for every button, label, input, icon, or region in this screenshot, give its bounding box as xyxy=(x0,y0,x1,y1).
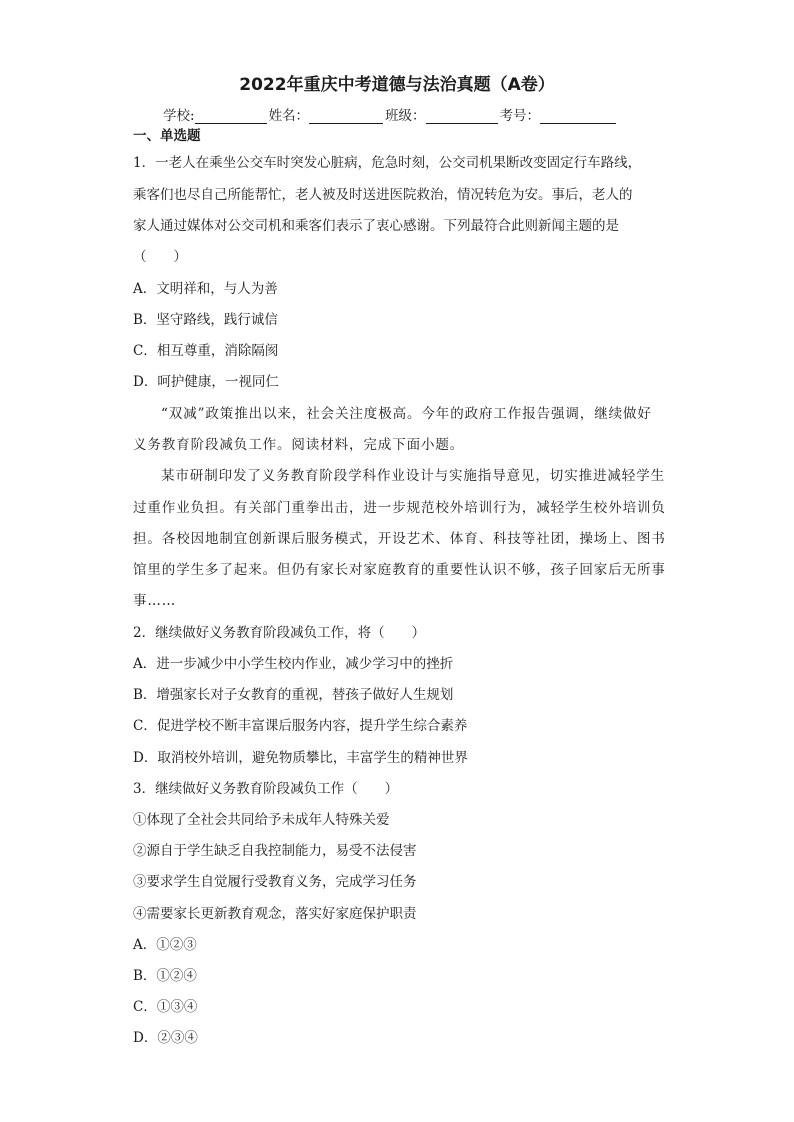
material-intro-line: 义务教育阶段减负工作。阅读材料，完成下面小题。 xyxy=(133,437,465,453)
material-body-line: 担。各校因地制宜创新课后服务模式，开设艺术、体育、科技等社团，操场上、图书 xyxy=(133,531,666,547)
q2-option-a: A．进一步减少中小学生校内作业，减少学习中的挫折 xyxy=(133,656,454,672)
material-body-line: 馆里的学生多了起来。但仍有家长对家庭教育的重要性认识不够，孩子回家后无所事 xyxy=(133,562,666,578)
class-blank xyxy=(426,109,498,124)
name-blank xyxy=(309,109,383,124)
q1-option-b: B．坚守路线，践行诚信 xyxy=(133,312,278,328)
q3-option-a: A．①②③ xyxy=(133,937,197,953)
material-intro-line: “双减”政策推出以来，社会关注度极高。今年的政府工作报告强调，继续做好 xyxy=(161,406,652,422)
section-heading: 一、单选题 xyxy=(133,128,201,144)
q1-option-d: D．呵护健康，一视同仁 xyxy=(133,374,279,390)
q3-option-b: B．①②④ xyxy=(133,968,197,984)
q3-statement: ②源自于学生缺乏自我控制能力，易受不法侵害 xyxy=(133,843,417,859)
q3-statement: ④需要家长更新教育观念，落实好家庭保护职责 xyxy=(133,906,417,922)
material-body-line: 过重作业负担。有关部门重拳出击，进一步规范校外培训行为，减轻学生校外培训负 xyxy=(133,500,666,516)
material-body-line: 事…… xyxy=(133,593,177,609)
name-label: 姓名： xyxy=(268,108,310,124)
student-info-row xyxy=(163,104,618,124)
school-label: 学校: xyxy=(163,108,195,124)
exam-no-label: 考号： xyxy=(499,108,541,124)
q1-stem-line: 1．一老人在乘坐公交车时突发心脏病，危急时刻，公交司机果断改变固定行车路线， xyxy=(133,155,642,171)
q2-option-b: B．增强家长对子女教育的重视，替孩子做好人生规划 xyxy=(133,687,454,703)
page-title: 2022年重庆中考道德与法治真题（A卷） xyxy=(239,75,555,95)
school-blank xyxy=(195,109,267,124)
q1-option-a: A．文明祥和，与人为善 xyxy=(133,281,278,297)
q1-option-c: C．相互尊重，消除隔阂 xyxy=(133,343,279,359)
q1-stem-line: 家人通过媒体对公交司机和乘客们表示了衷心感谢。下列最符合此则新闻主题的是 xyxy=(133,218,619,234)
material-body-line: 某市研制印发了义务教育阶段学科作业设计与实施指导意见，切实推进减轻学生 xyxy=(161,468,665,484)
q2-option-c: C．促进学校不断丰富课后服务内容，提升学生综合素养 xyxy=(133,718,468,734)
class-label: 班级： xyxy=(385,108,426,124)
q1-stem-line: 乘客们也尽自己所能帮忙，老人被及时送进医院救治，情况转危为安。事后，老人的 xyxy=(133,187,633,203)
q3-option-d: D．②③④ xyxy=(133,1030,198,1046)
q3-option-c: C．①③④ xyxy=(133,999,198,1015)
q2-option-d: D．取消校外培训，避免物质攀比，丰富学生的精神世界 xyxy=(133,750,468,766)
q3-statement: ①体现了全社会共同给予未成年人特殊关爱 xyxy=(133,812,390,828)
q3-statement: ③要求学生自觉履行受教育义务，完成学习任务 xyxy=(133,874,417,890)
q2-stem: 2．继续做好义务教育阶段减负工作，将（ ） xyxy=(133,625,426,641)
q3-stem: 3．继续做好义务教育阶段减负工作（ ） xyxy=(133,781,399,797)
q1-stem-line: （ ） xyxy=(133,249,187,265)
exam-no-blank xyxy=(540,109,616,124)
